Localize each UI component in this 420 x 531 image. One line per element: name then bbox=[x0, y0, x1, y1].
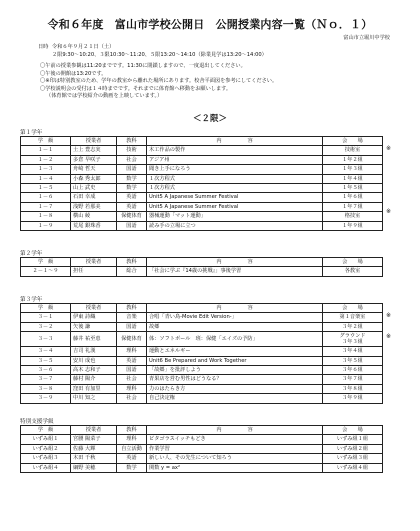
cell-teacher: 舟崎 哲天 bbox=[71, 165, 117, 174]
cell-teacher: 矢後 謙 bbox=[71, 322, 117, 331]
cell-cls: いずみ組１ bbox=[21, 435, 71, 444]
column-header: 学 級 bbox=[21, 426, 71, 435]
note-item: 〇午後の開館は13:20です。 bbox=[40, 70, 107, 77]
cell-venue: 各教室 bbox=[323, 267, 383, 276]
cell-subject: 社会 bbox=[117, 375, 147, 384]
table-row bbox=[21, 165, 383, 174]
note-item: 〇学校説明会の受付は１４時までです。それまでに体育館へ移動をお願いします。 bbox=[40, 85, 232, 92]
cell-content: 「故郷」を批評しよう bbox=[147, 366, 323, 375]
notes-block bbox=[40, 63, 277, 101]
column-header: 学 級 bbox=[21, 304, 71, 313]
cell-venue: ３年８組 bbox=[323, 384, 383, 393]
cell-cls: ３－８ bbox=[21, 384, 71, 393]
cell-venue: 技術室 bbox=[323, 146, 383, 155]
cell-cls: ３－２ bbox=[21, 322, 71, 331]
cell-teacher: 伊東 詩織 bbox=[71, 313, 117, 322]
cell-venue: １年３組 bbox=[323, 165, 383, 174]
schedule-line: ２限9:30〜10:20、３限10:30〜11:20、５限13:20〜14:10（除業見学は13:20〜14:00） bbox=[52, 51, 267, 58]
cell-teacher: 綱野 美穂 bbox=[71, 463, 117, 472]
cell-teacher: 荒尾 銀珠香 bbox=[71, 221, 117, 230]
cell-teacher: 石田 幸成 bbox=[71, 193, 117, 202]
cell-content: 関数 y = ax² bbox=[147, 463, 323, 472]
cell-subject: 国語 bbox=[117, 165, 147, 174]
column-header: 学 級 bbox=[21, 258, 71, 267]
column-header: 会 場 bbox=[323, 137, 383, 146]
cell-teacher: 小森 秀太郎 bbox=[71, 174, 117, 183]
cell-venue: ３年９組 bbox=[323, 394, 383, 403]
school-name: 富山市立堀川中学校 bbox=[343, 35, 390, 41]
column-header: 教科 bbox=[117, 426, 147, 435]
cell-cls: １－４ bbox=[21, 174, 71, 183]
cell-cls: ３－６ bbox=[21, 366, 71, 375]
table-row bbox=[21, 193, 383, 202]
cell-subject: 社会 bbox=[117, 394, 147, 403]
cell-content: 力のはたらき方 bbox=[147, 384, 323, 393]
column-header: 会 場 bbox=[323, 258, 383, 267]
schedule-table bbox=[20, 303, 383, 404]
cell-content: 作業学習 bbox=[147, 444, 323, 453]
special-room-mark: ※ bbox=[386, 144, 392, 152]
table-row bbox=[21, 444, 383, 453]
cell-cls: １－８ bbox=[21, 212, 71, 221]
section-label: 第２学年 bbox=[20, 251, 43, 257]
cell-subject: 保健体育 bbox=[117, 332, 147, 347]
cell-venue: 格技室 bbox=[323, 212, 383, 221]
cell-teacher: 佐藤 大輝 bbox=[71, 444, 117, 453]
column-header: 授業者 bbox=[71, 426, 117, 435]
cell-subject: 社会 bbox=[117, 155, 147, 164]
section-label: 第３学年 bbox=[20, 297, 43, 303]
special-room-mark: ※ bbox=[386, 207, 392, 215]
cell-venue: １年４組 bbox=[323, 174, 383, 183]
table-header-row bbox=[21, 304, 383, 313]
cell-venue: グラウンド ３年３組 bbox=[323, 332, 383, 347]
column-header: 会 場 bbox=[323, 426, 383, 435]
section-label: 第１学年 bbox=[20, 130, 43, 136]
cell-content: 自己決定権 bbox=[147, 394, 323, 403]
period-heading: ＜２限＞ bbox=[192, 114, 227, 124]
cell-subject: 英語 bbox=[117, 356, 147, 365]
cell-cls: ３－１ bbox=[21, 313, 71, 322]
date-label: 日時 bbox=[38, 44, 49, 50]
note-item: 〇午前の授業参観は11:20までです。11:30に閉鎖しますので、一度退出してください。 bbox=[40, 63, 246, 69]
cell-subject: 総合 bbox=[117, 267, 147, 276]
cell-content: アジア州 bbox=[147, 155, 323, 164]
cell-venue: ３年５組 bbox=[323, 356, 383, 365]
cell-subject: 理科 bbox=[117, 435, 147, 444]
cell-cls: ２－１〜９ bbox=[21, 267, 71, 276]
column-header: 授業者 bbox=[71, 137, 117, 146]
special-room-mark: ※ bbox=[386, 311, 392, 319]
cell-teacher: 安川 成也 bbox=[71, 356, 117, 365]
cell-teacher: 窪田 有加里 bbox=[71, 384, 117, 393]
table-row bbox=[21, 435, 383, 444]
table-header-row bbox=[21, 426, 383, 435]
table-row bbox=[21, 267, 383, 276]
table-row bbox=[21, 202, 383, 211]
table-row bbox=[21, 394, 383, 403]
cell-venue: ３年７組 bbox=[323, 375, 383, 384]
table-row bbox=[21, 174, 383, 183]
cell-teacher: 担任 bbox=[71, 267, 117, 276]
schedule-table bbox=[20, 136, 383, 231]
table-row bbox=[21, 212, 383, 221]
cell-venue: １年９組 bbox=[323, 221, 383, 230]
table-header-row bbox=[21, 258, 383, 267]
cell-cls: １－２ bbox=[21, 155, 71, 164]
cell-content: 合唱「青い鳥-Movie Edit Version-」 bbox=[147, 313, 323, 322]
cell-cls: １－３ bbox=[21, 165, 71, 174]
cell-content: １次方程式 bbox=[147, 184, 323, 193]
cell-venue: いずみ組１組 bbox=[323, 435, 383, 444]
column-header: 学 級 bbox=[21, 137, 71, 146]
cell-subject: 理科 bbox=[117, 347, 147, 356]
table-row bbox=[21, 221, 383, 230]
special-room-mark: ※ bbox=[386, 333, 392, 340]
cell-subject: 自立活動 bbox=[117, 444, 147, 453]
cell-subject: 英語 bbox=[117, 454, 147, 463]
cell-content: １次方程式 bbox=[147, 174, 323, 183]
column-header: 授業者 bbox=[71, 304, 117, 313]
cell-teacher: 横山 綾 bbox=[71, 212, 117, 221]
column-header: 会 場 bbox=[323, 304, 383, 313]
cell-venue: １年５組 bbox=[323, 184, 383, 193]
note-item: （体育館では学校紹介の動画を上映しています。） bbox=[46, 93, 163, 100]
table-row bbox=[21, 332, 383, 347]
cell-cls: いずみ組２ bbox=[21, 444, 71, 453]
table-row bbox=[21, 384, 383, 393]
table-row bbox=[21, 313, 383, 322]
cell-subject: 保健体育 bbox=[117, 212, 147, 221]
cell-content: 体：ソフトボール 班：保健「エイズの予防」 bbox=[147, 332, 323, 347]
column-header: 内 容 bbox=[147, 426, 323, 435]
schedule-table bbox=[20, 257, 383, 277]
column-header: 内 容 bbox=[147, 304, 323, 313]
cell-content: Unit6 Be Prepared and Work Together bbox=[147, 356, 323, 365]
cell-teacher: 藤村 陽介 bbox=[71, 375, 117, 384]
cell-venue: いずみ組３組 bbox=[323, 454, 383, 463]
column-header: 内 容 bbox=[147, 258, 323, 267]
cell-content: 新しい人、その先生について知ろう bbox=[147, 454, 323, 463]
table-row bbox=[21, 184, 383, 193]
cell-content: 木工作品の製作 bbox=[147, 146, 323, 155]
date-line: 令和６年９月２１日（土） bbox=[52, 44, 115, 50]
cell-teacher: 土上 豊志実 bbox=[71, 146, 117, 155]
cell-content: 器械運動「マット運動」 bbox=[147, 212, 323, 221]
cell-venue: いずみ組４組 bbox=[323, 463, 383, 472]
cell-teacher: 高木 志和子 bbox=[71, 366, 117, 375]
cell-content: 運動とエネルギー bbox=[147, 347, 323, 356]
table-row bbox=[21, 356, 383, 365]
cell-subject: 国語 bbox=[117, 221, 147, 230]
cell-subject: 理科 bbox=[117, 384, 147, 393]
cell-teacher: 藤井 祐至恵 bbox=[71, 332, 117, 347]
table-row bbox=[21, 454, 383, 463]
cell-content: ピタゴラスイッチもどき bbox=[147, 435, 323, 444]
column-header: 教科 bbox=[117, 304, 147, 313]
table-header-row bbox=[21, 137, 383, 146]
cell-subject: 技術 bbox=[117, 146, 147, 155]
cell-teacher: 多倉 早咲子 bbox=[71, 155, 117, 164]
cell-content: 「社会に学ぶ『14歳の挑戦』」事後学習 bbox=[147, 267, 323, 276]
cell-cls: いずみ組４ bbox=[21, 463, 71, 472]
cell-venue: １年７組 bbox=[323, 202, 383, 211]
table-row bbox=[21, 463, 383, 472]
cell-content: Unit5 A Japanese Summer Festival bbox=[147, 193, 323, 202]
cell-cls: １－１ bbox=[21, 146, 71, 155]
cell-cls: ３－４ bbox=[21, 347, 71, 356]
cell-teacher: 浅野 若那美 bbox=[71, 202, 117, 211]
schedule-table bbox=[20, 425, 383, 473]
cell-content: Unit5 A Japanese Summer Festival bbox=[147, 202, 323, 211]
cell-venue: ３年２組 bbox=[323, 322, 383, 331]
cell-cls: ３－７ bbox=[21, 375, 71, 384]
cell-venue: ３年６組 bbox=[323, 366, 383, 375]
cell-cls: １－５ bbox=[21, 184, 71, 193]
cell-subject: 国語 bbox=[117, 322, 147, 331]
cell-venue: １年２組 bbox=[323, 155, 383, 164]
table-row bbox=[21, 146, 383, 155]
table-row bbox=[21, 375, 383, 384]
cell-content: 聞き上手になろう bbox=[147, 165, 323, 174]
section-label: 特別支援学級 bbox=[20, 419, 54, 425]
cell-teacher: 山上 武史 bbox=[71, 184, 117, 193]
column-header: 教科 bbox=[117, 137, 147, 146]
cell-subject: 英語 bbox=[117, 202, 147, 211]
cell-cls: いずみ組３ bbox=[21, 454, 71, 463]
cell-cls: １－７ bbox=[21, 202, 71, 211]
cell-teacher: 宮腰 陽菜子 bbox=[71, 435, 117, 444]
cell-subject: 音楽 bbox=[117, 313, 147, 322]
column-header: 教科 bbox=[117, 258, 147, 267]
cell-subject: 数学 bbox=[117, 174, 147, 183]
cell-teacher: 吉司 礼漢 bbox=[71, 347, 117, 356]
table-row bbox=[21, 155, 383, 164]
cell-cls: １－６ bbox=[21, 193, 71, 202]
cell-content: 故郷 bbox=[147, 322, 323, 331]
cell-venue: １年６組 bbox=[323, 193, 383, 202]
cell-subject: 数学 bbox=[117, 184, 147, 193]
note-item: 〇※印は特別教室のため、学年の教室から離れた場所にあります。校舎平面図を参考にしてください。 bbox=[40, 78, 278, 85]
cell-venue: 第１音楽室 bbox=[323, 313, 383, 322]
table-row bbox=[21, 366, 383, 375]
cell-cls: ３－５ bbox=[21, 356, 71, 365]
column-header: 内 容 bbox=[147, 137, 323, 146]
schedule-info bbox=[38, 44, 267, 59]
cell-venue: ３年４組 bbox=[323, 347, 383, 356]
document-title: 令和６年度 富山市学校公開日 公開授業内容一覧（Ｎｏ．１） bbox=[47, 18, 373, 31]
table-row bbox=[21, 347, 383, 356]
cell-cls: １－９ bbox=[21, 221, 71, 230]
cell-teacher: 中川 知之 bbox=[71, 394, 117, 403]
cell-teacher: 木田 千秋 bbox=[71, 454, 117, 463]
cell-venue: いずみ組２組 bbox=[323, 444, 383, 453]
cell-subject: 英語 bbox=[117, 193, 147, 202]
cell-subject: 国語 bbox=[117, 366, 147, 375]
cell-content: 青果店を営む男性はどうなる？ bbox=[147, 375, 323, 384]
cell-subject: 数学 bbox=[117, 463, 147, 472]
cell-content: 読み手の立場に立つ bbox=[147, 221, 323, 230]
table-row bbox=[21, 322, 383, 331]
column-header: 授業者 bbox=[71, 258, 117, 267]
cell-cls: ３－３ bbox=[21, 332, 71, 347]
cell-cls: ３－９ bbox=[21, 394, 71, 403]
